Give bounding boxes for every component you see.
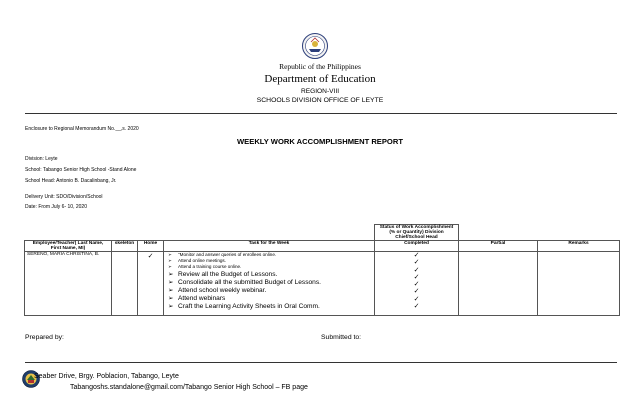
task-cell (164, 252, 375, 316)
col-employee: Employee/Teacher( Last Name, First Name, MI) (25, 241, 112, 252)
region-line: REGION-VIII (300, 88, 340, 95)
footer-contact: Tabangoshs.standalone@gmail.com/Tabango Senior High School – FB page (70, 384, 308, 391)
date-info: Date: From July 6- 10, 2020 (25, 204, 87, 210)
task-list (166, 252, 372, 311)
col-home: Home (138, 241, 164, 252)
partial-cell (459, 252, 538, 316)
completed-check: ✓ (413, 252, 420, 259)
arrow-bullet-icon: ➢ (168, 252, 172, 257)
prepared-by-label: Prepared by: (25, 334, 64, 341)
list-item: ➢ Craft the Learning Activity Sheets in Oral Comm. (168, 302, 320, 310)
list-item: ➢ "Monitor and answer queries of enrollees online. (168, 252, 277, 257)
table-row (25, 252, 620, 316)
list-item: ➢ Review all the Budget of Lessons. (168, 270, 278, 278)
report-title: WEEKLY WORK ACCOMPLISHMENT REPORT (237, 137, 403, 146)
division-office-line: SCHOOLS DIVISION OFFICE OF LEYTE (256, 97, 384, 104)
header-divider (25, 113, 617, 114)
footer-divider (25, 362, 617, 363)
list-item: ➢ Attend a training course online. (168, 264, 242, 270)
submitted-to-label: Submitted to: (321, 334, 362, 341)
republic-line: Republic of the Philippines (279, 62, 361, 71)
division-info: Division: Leyte (25, 156, 58, 162)
col-task: Task for the Week (164, 241, 375, 252)
completed-check: ✓ (413, 295, 420, 303)
status-header: Status of Work Accomplishment (% or Quantity) Division Chief/School Head (375, 225, 459, 241)
completed-check: ✓ (413, 259, 420, 267)
list-item: ➢ Consolidate all the submitted Budget of Lessons. (168, 278, 321, 286)
arrow-bullet-icon: ➢ (168, 294, 174, 302)
footer-address: Seaber Drive, Brgy. Poblacion, Tabango, Leyte (34, 373, 179, 380)
arrow-bullet-icon: ➢ (168, 278, 174, 286)
list-item: ➢ Attend school weekly webinar. (168, 286, 267, 294)
column-header-row (25, 241, 620, 252)
completed-check: ✓ (413, 266, 420, 274)
home-check: ✓ (138, 252, 164, 316)
skeleton-cell (112, 252, 138, 316)
delivery-unit-info: Delivery Unit: SDO/Division/School (25, 194, 103, 200)
department-name: Department of Education (264, 73, 376, 85)
memo-reference: Enclosure to Regional Memorandum No.__,s. 2020 (25, 126, 139, 132)
arrow-bullet-icon: ➢ (168, 270, 174, 278)
completed-cell (375, 252, 459, 316)
completed-check: ✓ (413, 288, 420, 296)
col-partial: Partial (459, 241, 538, 252)
completed-check: ✓ (413, 281, 420, 289)
list-item: ➢ Attend webinars (168, 294, 226, 302)
school-head-info: School Head: Antonio B. Dacalinbang, Jr. (25, 178, 117, 184)
arrow-bullet-icon: ➢ (168, 258, 172, 264)
col-completed: Completed (375, 241, 459, 252)
list-item: ➢ Attend online meetings. (168, 258, 227, 264)
deped-seal-icon (302, 33, 328, 59)
col-remarks: Remarks (538, 241, 620, 252)
arrow-bullet-icon: ➢ (168, 286, 174, 294)
arrow-bullet-icon: ➢ (168, 302, 174, 310)
col-skeleton: skeleton (112, 241, 138, 252)
arrow-bullet-icon: ➢ (168, 264, 172, 270)
completed-check: ✓ (413, 273, 420, 281)
employee-name: SERENO, MARIA CHRISTINA, B. (25, 252, 112, 316)
remarks-cell (538, 252, 620, 316)
accomplishment-table (24, 224, 620, 316)
school-info: School: Tabango Senior High School -Stand Alone (25, 167, 137, 173)
status-header-row (25, 225, 620, 241)
completed-check: ✓ (413, 303, 420, 311)
